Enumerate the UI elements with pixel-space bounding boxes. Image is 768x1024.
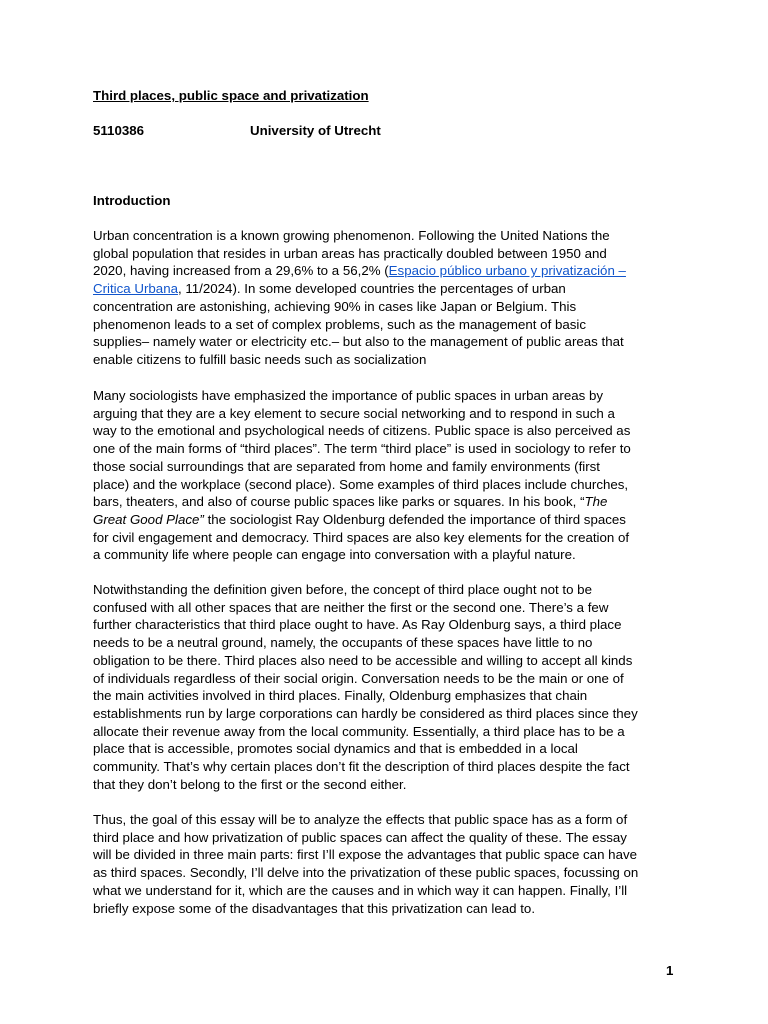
text-line: further characteristics that third place ought to have. As Ray Oldenburg says, a third place xyxy=(93,617,622,633)
text-line: one of the main forms of “third places”. The term “third place” is used in sociology to refer to xyxy=(93,441,631,457)
citation-link[interactable]: Critica Urbana xyxy=(93,281,178,297)
section-heading: Introduction xyxy=(93,193,171,208)
text-line: community. That’s why certain places don’t fit the description of third places despite the fact xyxy=(93,759,630,775)
book-title: The xyxy=(584,494,608,510)
document-title: Third places, public space and privatization xyxy=(93,88,369,103)
university-name: University of Utrecht xyxy=(250,123,381,138)
text-line: obligation to be there. Third places also need to be accessible and willing to accept all kinds xyxy=(93,652,633,668)
text-line: Many sociologists have emphasized the importance of public spaces in urban areas by xyxy=(93,388,603,403)
paragraph xyxy=(93,581,693,793)
author-meta xyxy=(93,122,381,139)
text-line: confused with all other spaces that are neither the first or the second one. There’s a few xyxy=(93,599,609,615)
paragraph xyxy=(93,387,693,564)
text-line: 2020, having increased from a 29,6% to a 56,2% (Espacio público urbano y privatización – xyxy=(93,263,626,279)
text-line: phenomenon leads to a set of complex problems, such as the management of basic xyxy=(93,316,587,332)
text-line: Great Good Place” the sociologist Ray Oldenburg defended the importance of third spaces xyxy=(93,511,626,527)
text-line: arguing that they are a key element to secure social networking and to respond in such a xyxy=(93,405,615,421)
text-line: Urban concentration is a known growing phenomenon. Following the United Nations the xyxy=(93,228,610,243)
text-line: way to the emotional and psychological needs of citizens. Public space is also perceived as xyxy=(93,423,631,439)
text-line: needs to be a neutral ground, namely, the occupants of these spaces have little to no xyxy=(93,635,593,651)
text-line: as third spaces. Secondly, I’ll delve into the privatization of these public spaces, focussing on xyxy=(93,865,639,881)
text-line: enable citizens to fulfill basic needs such as socialization xyxy=(93,351,427,367)
book-title: Great Good Place” xyxy=(93,511,204,527)
text-line: Thus, the goal of this essay will be to analyze the effects that public space has as a form of xyxy=(93,812,628,827)
text-line: those social surroundings that are separated from home and family environments (first xyxy=(93,458,601,474)
paragraph xyxy=(93,811,693,917)
text-line: allocate their revenue away from the local community. Essentially, a third place has to be a xyxy=(93,723,625,739)
text-line: that they don’t belong to the first or the second either. xyxy=(93,776,407,792)
text-line: place that is accessible, promotes social dynamics and that is embedded in a local xyxy=(93,741,578,757)
text-line: third place and how privatization of public spaces can affect the quality of these. The essay xyxy=(93,829,627,845)
text-line: establishments run by large corporations can hardly be considered as third places since they xyxy=(93,705,638,721)
text-line: of individuals regardless of their social origin. Conversation needs to be the main or one of xyxy=(93,670,624,686)
text-line: briefly expose some of the disadvantages that this privatization can lead to. xyxy=(93,900,536,916)
text-line: supplies– namely water or electricity etc.– but also to the management of public areas that xyxy=(93,334,624,350)
text-line: place) and the workplace (second place). Some examples of third places include churches, xyxy=(93,476,629,492)
text-line: will be divided in three main parts: first I’ll expose the advantages that public space can have xyxy=(93,847,638,863)
page-number: 1 xyxy=(666,963,674,978)
paragraph xyxy=(93,227,693,369)
text-line: bars, theaters, and also of course public spaces like parks or squares. In his book, “The xyxy=(93,494,608,510)
student-id: 5110386 xyxy=(93,123,145,138)
text-line: the main activities involved in third places. Finally, Oldenburg emphasizes that chain xyxy=(93,688,588,704)
text-line: what we understand for it, which are the causes and in which way it can happen. Finally, I’ll xyxy=(93,882,628,898)
text-line: global population that resides in urban areas has practically doubled between 1950 and xyxy=(93,245,607,261)
text-line: Notwithstanding the definition given before, the concept of third place ought not to be xyxy=(93,582,592,597)
citation-link[interactable]: Espacio público urbano y privatización – xyxy=(388,263,626,279)
text-line: for civil engagement and democracy. Third spaces are also key elements for the creation of xyxy=(93,529,630,545)
text-line: Critica Urbana, 11/2024). In some developed countries the percentages of urban xyxy=(93,281,566,297)
text-line: concentration are astonishing, achieving 90% in cases like Japan or Belgium. This xyxy=(93,298,577,314)
text-line: a community life where people can engage into conversation with a playful nature. xyxy=(93,547,576,563)
